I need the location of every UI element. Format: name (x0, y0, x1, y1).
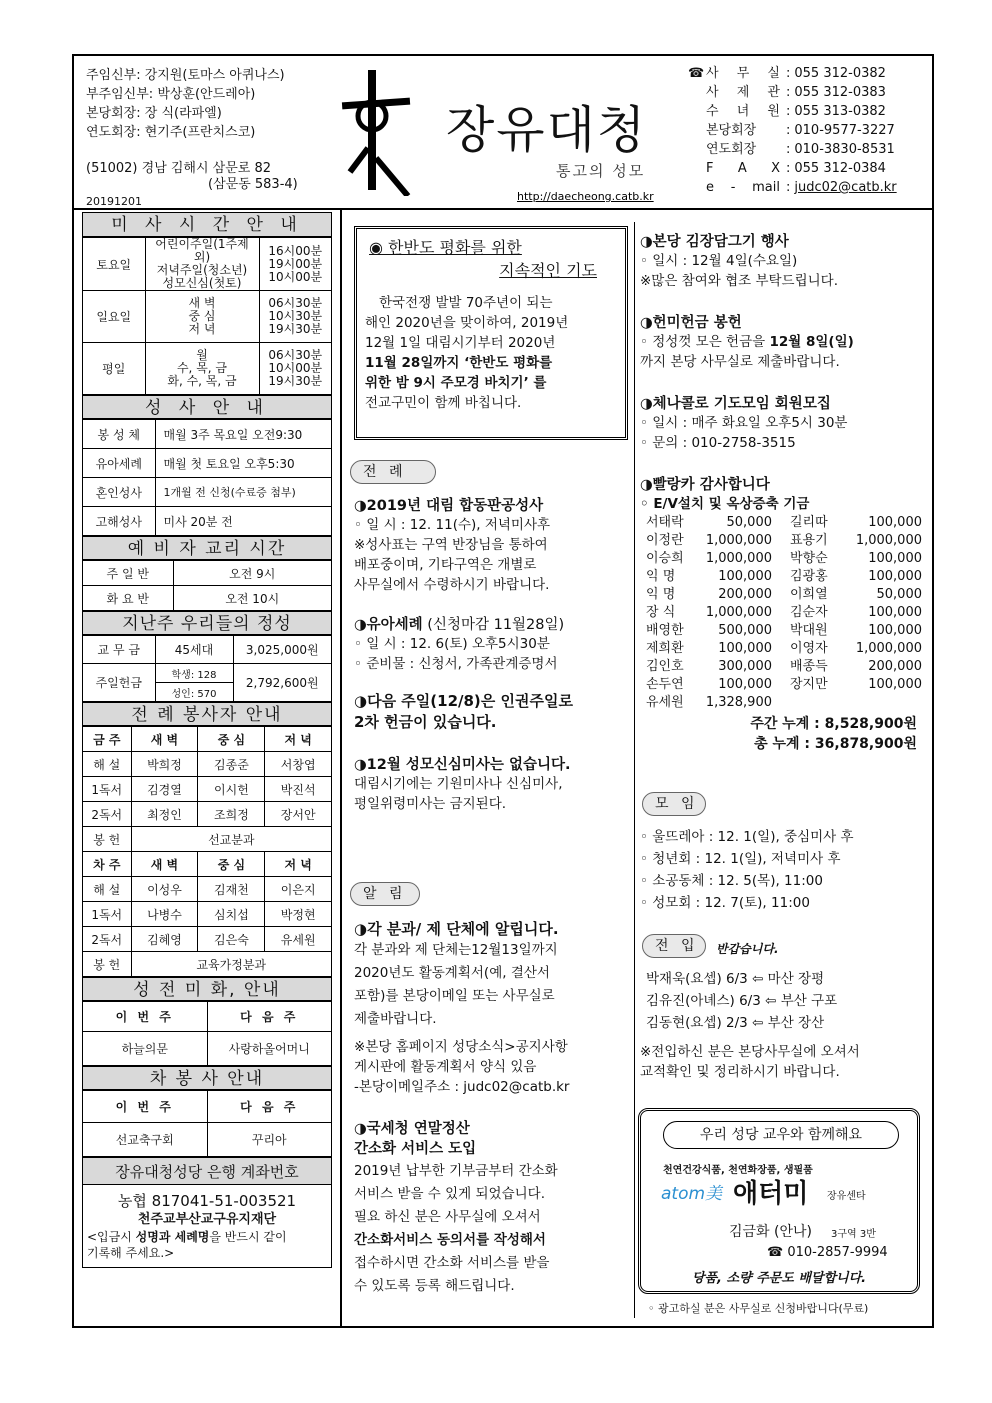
phone-icon: ☎ (688, 66, 705, 81)
thanks-title: ◑빨랑카 감사합니다 (640, 477, 770, 493)
catechism-table (83, 560, 331, 611)
contact-list (688, 64, 897, 197)
mass-names: 월 수, 목, 금 화, 수, 목, 금 (145, 343, 259, 395)
notice-item-title-2: 간소화 서비스 도입 (354, 1141, 477, 1157)
ad-center: 장유센타 (827, 1191, 866, 1202)
meetings-section: ◦ 울뜨레아 : 12. 1(일), 중심미사 후 ◦ 청년회 : 12. 1(일), 저녁미사 후 ◦ 소공동체 : 12. 5(목), 11:00 ◦ 성모회 : 12. 7(토), 11:00 (640, 829, 854, 911)
firstfruit-line: ◦ 정성껏 모은 헌금을 12월 8일(일) (640, 334, 854, 350)
catechism-row: 주 일 반 오전 9시 (83, 561, 331, 586)
left-info-column (82, 212, 332, 1268)
sacraments-table (83, 419, 331, 536)
prayer-group-title: ◑체나콜로 기도모임 회원모집 (640, 396, 831, 412)
transfer-row: 박재욱(요셉) 6/3 ⇦ 마산 장평 (646, 971, 825, 987)
mass-row-saturday (83, 238, 331, 291)
flowers-value-row: 하늘의문 사랑하올어머니 (83, 1032, 331, 1066)
contact-office: ☎ 사 무 실 : 055 312-0382 (688, 66, 886, 81)
mass-times: 06시30분 10시30분 19시30분 (259, 291, 331, 343)
address-line-1: (51002) 경남 김해시 삼문로 82 (86, 161, 272, 176)
liturgy-item-title: ◑12월 성모신심미사는 없습니다. (354, 757, 571, 773)
bank-note: <입금시 성명과 세례명을 반드시 같이 (87, 1230, 287, 1244)
weekly-total: 주간 누계 : 8,528,900원 (750, 716, 917, 732)
contact-ldo: 연도회장 : 010-3830-8531 (706, 142, 895, 157)
staff-line-4: 연도회장: 현기주(프란치스코) (86, 125, 256, 140)
bank-note-2: 기록해 주세요.> (87, 1246, 175, 1260)
mass-names: 어린이주일(1주제외) 저녁주일(청소년) 성모신심(첫토) (145, 238, 259, 291)
staff-line-1: 주임신부: 강지원(토마스 아퀴나스) (86, 68, 285, 83)
notice-pill: 알 림 (350, 882, 420, 906)
firstfruit-title: ◑헌미헌금 봉헌 (640, 315, 742, 331)
flowers-table (83, 1001, 331, 1066)
contact-fax: F A X : 055 312-0384 (706, 161, 886, 176)
server-row: 1독서 김경열 이시헌 박진석 (83, 777, 331, 802)
prayer-title-1: ◉ 한반도 평화를 위한 (369, 238, 522, 257)
transfer-pill: 전 입 (642, 934, 706, 958)
donor-row: 장 식 1,000,000 김순자 100,000 (646, 605, 922, 620)
tea-value-row: 선교축구회 꾸리아 (83, 1123, 331, 1157)
ad-box (638, 1108, 920, 1294)
arrow-left-icon: ⇦ (752, 1015, 764, 1031)
staff-line-3: 본당회장: 장 식(라파엘) (86, 106, 222, 121)
header-divider (72, 208, 934, 210)
sacrament-row: 혼인성사 1개월 전 신청(수료증 첨부) (83, 478, 331, 507)
cross-logo-icon (338, 66, 416, 196)
right-section-upper: ◑본당 김장담그기 행사 ◦ 일시 : 12월 4일(수요일) ※많은 참여와 협조 부탁드립니다. ◑헌미헌금 봉헌 ◦ 정성껏 모은 헌금을 12월 8일(일) 까지 본당 사무실로 제출바랍니다. ◑체나콜로 기도모임 회원모집 ◦ 일시 : 매주 화요일 오후5시 30분 ◦ 문의 : 010-2758-3515 ◑빨랑카 감사합니다 ◦ E/V설치 및 옥상증축 기금 서태락 50,000 길리따 100,000 이정란 1,000,000 표용기 1,000,000 이승희 1,000,000 박향순 100,000 익 명 100,000 김광홍 100,000 익 명 200,000 이희열 50,000 장 식 1,000,000 김순자 100,000 배영한 500,000 박대원 100,000 제희환 100,000 이영자 1,000,000 김인호 300,000 배종득 200,000 손두연 100,000 장지만 100,000 유세원 1,328,900 주간 누계 : 8,528,900원 총 누계 : 36,878,900원 (640, 230, 925, 754)
transfer-row: 김동현(요셉) 2/3 ⇦ 부산 장산 (646, 1015, 825, 1031)
mass-day: 평일 (83, 343, 145, 395)
tea-table (83, 1090, 331, 1157)
prayer-title-2: 지속적인 기도 (499, 261, 597, 280)
server-row: 1독서 나병수 심치섭 박정현 (83, 902, 331, 927)
liturgy-section: ◑2019년 대림 합동판공성사 ◦ 일 시 : 12. 11(수), 저녁미사후 ※성사표는 구역 반장님을 통하여 배포중이며, 기타구역은 개별로 사무실에서 수령하시기 바랍니다. ◑유아세례 (신청마감 11월28일) ◦ 일 시 : 12. 6(토) 오후5시30분 ◦ 준비물 : 신청서, 가족관계증명서 ◑다음 주일(12/8)은 인권주일로 2차 헌금이 있습니다. ◑12월 성모신심미사는 없습니다. 대림시기에는 기원미사나 신심미사, 평일위령미사는 금지된다. (354, 494, 632, 814)
grand-total: 총 누계 : 36,878,900원 (754, 736, 917, 752)
server-row: 2독서 김혜영 김은숙 유세원 (83, 927, 331, 952)
notice-item-title: ◑국세청 연말정산 (354, 1121, 470, 1137)
welcome-text: 반갑습니다. (716, 942, 779, 956)
server-row: 해 설 이성우 김재천 이은지 (83, 877, 331, 902)
donor-row: 제희환 100,000 이영자 1,000,000 (646, 641, 922, 656)
atomy-logo-icon: atom美 (661, 1184, 723, 1204)
donor-row: 익 명 100,000 김광홍 100,000 (646, 569, 922, 584)
server-offer-row: 봉 헌 선교분과 (83, 827, 331, 852)
arrow-left-icon: ⇦ (752, 971, 764, 987)
notice-item-title: ◑각 분과/ 제 단체에 알립니다. (354, 920, 559, 938)
mass-times-header: 미 사 시 간 안 내 (83, 213, 331, 237)
donor-row: 배영한 500,000 박대원 100,000 (646, 623, 922, 638)
offering-table (83, 635, 331, 702)
catechism-row: 화 요 반 오전 10시 (83, 586, 331, 611)
prayer-body: 한국전쟁 발발 70주년이 되는 해인 2020년을 맞이하여, 2019년 12월 1일 대림시기부터 2020년 11월 28일까지 ‘한반도 평화를 위한 밤 9시 주모경 바치기’ 를 전교구민이 함께 바칩니다. (365, 295, 569, 411)
tithe-row: 교 무 금 45세대 3,025,000원 (83, 636, 331, 664)
ad-footer-note: ◦ 광고하실 분은 사무실로 신청바랍니다(무료) (648, 1302, 869, 1315)
bank-holder: 천주교부산교구유지재단 (137, 1212, 277, 1227)
server-row: 해 설 박희정 김종준 서창엽 (83, 752, 331, 777)
arrow-left-icon: ⇦ (765, 993, 777, 1009)
mass-names: 새 벽 중 심 저 녁 (145, 291, 259, 343)
mass-times: 06시30분 10시00분 19시30분 (259, 343, 331, 395)
staff-list (86, 66, 285, 142)
servers-header: 전 례 봉사자 안내 (83, 702, 331, 726)
flowers-label-row: 이 번 주 다 음 주 (83, 1002, 331, 1032)
column-divider-2 (634, 222, 635, 1318)
transfer-row: 김유진(아녜스) 6/3 ⇦ 부산 구포 (646, 993, 838, 1009)
donor-row: 익 명 200,000 이희열 50,000 (646, 587, 922, 602)
donor-row: 이승희 1,000,000 박향순 100,000 (646, 551, 922, 566)
mass-row-weekday (83, 343, 331, 395)
liturgy-item-title: ◑2019년 대림 합동판공성사 (354, 498, 544, 514)
staff-line-2: 부주임신부: 박상훈(안드레아) (86, 87, 256, 102)
server-offer-row: 봉 헌 교육가정분과 (83, 952, 331, 977)
mass-times-table (83, 237, 331, 395)
ad-banner: 우리 성당 교우와 함께해요 (663, 1121, 899, 1149)
sacraments-header: 성 사 안 내 (83, 395, 331, 419)
donor-row: 이정란 1,000,000 표용기 1,000,000 (646, 533, 922, 548)
ad-phone: ☎ 010-2857-9994 (767, 1245, 888, 1260)
parish-subtitle: 통고의 성모 (556, 162, 646, 180)
donor-table (646, 514, 922, 712)
website-link[interactable]: http://daecheong.catb.kr (517, 190, 654, 203)
mass-times: 16시00분 19시00분 10시00분 (259, 238, 331, 291)
mass-row-sunday (83, 291, 331, 343)
notice-section: ◑각 분과/ 제 단체에 알립니다. 각 분과와 제 단체는12월13일까지 2020년도 활동계획서(예, 결산서 포함)를 본당이메일 또는 사무실로 제출바랍니다. ※본당 홈페이지 성당소식>공지사항 게시판에 활동계획서 양식 있음 -본당이메일주소 : judc02@catb.kr ◑국세청 연말정산 간소화 서비스 도입 2019년 납부한 기부금부터 간소화 서비스 받을 수 있게 되었습니다. 필요 하신 분은 사무실에 오셔서 간소화서비스 동의서를 작성해서 접수하시면 간소화 서비스를 받을 수 있도록 등록 해드립니다. (354, 918, 632, 1298)
liturgy-item-title-2: 2차 헌금이 있습니다. (354, 713, 497, 731)
meetings-pill: 모 임 (642, 792, 706, 816)
ad-district: 3구역 3반 (831, 1229, 876, 1240)
bank-account: 농협 817041-51-003521 (117, 1192, 297, 1210)
contact-email: e - mail : judc02@catb.kr (706, 180, 897, 195)
tea-header: 차 봉 사 안내 (83, 1066, 331, 1090)
mass-day: 일요일 (83, 291, 145, 343)
ad-brand: 애터미 (733, 1179, 809, 1209)
donor-row: 유세원 1,328,900 (646, 695, 772, 710)
flowers-header: 성 전 미 화, 안내 (83, 977, 331, 1001)
contact-president: 본당회장 : 010-9577-3227 (706, 123, 895, 138)
bank-info (83, 1185, 331, 1267)
sacrament-row: 고해성사 미사 20분 전 (83, 507, 331, 536)
issue-date: 20191201 (86, 195, 142, 208)
sacrament-row: 유아세례 매월 첫 토요일 오후5:30 (83, 449, 331, 478)
kimchi-title: ◑본당 김장담그기 행사 (640, 234, 789, 250)
ad-slogan: 당품, 소량 주문도 배달합니다. (691, 1271, 867, 1286)
server-row: 2독서 최정인 조희정 장서안 (83, 802, 331, 827)
column-divider-1 (340, 210, 342, 1326)
bank-header: 장유대청성당 은행 계좌번호 (83, 1157, 331, 1185)
sacrament-row: 봉 성 체 매월 3주 목요일 오전9:30 (83, 420, 331, 449)
liturgy-item-title: ◑유아세례 (신청마감 11월28일) (354, 617, 565, 633)
catechism-header: 예 비 자 교리 시간 (83, 536, 331, 560)
address-line-2: (삼문동 583-4) (208, 177, 298, 192)
transfer-section: 박재욱(요셉) 6/3 ⇦ 마산 장평 김유진(아녜스) 6/3 ⇦ 부산 구포 김동현(요셉) 2/3 ⇦ 부산 장산 ※전입하신 분은 본당사무실에 오셔서 교적확인 및 정리하시기 바랍니다. (646, 968, 926, 1082)
thanks-subtitle: ◦ E/V설치 및 옥상증축 기금 (640, 496, 810, 512)
liturgy-pill: 전 례 (350, 460, 436, 484)
tea-label-row: 이 번 주 다 음 주 (83, 1091, 331, 1123)
mass-day: 토요일 (83, 238, 145, 291)
contact-convent: 수 녀 원 : 055 313-0382 (706, 104, 886, 119)
donor-row: 김인호 300,000 배종득 200,000 (646, 659, 922, 674)
servers-week-header: 금 주 새 벽 중 심 저 녁 (83, 727, 331, 752)
donor-row: 서태락 50,000 길리따 100,000 (646, 515, 922, 530)
sunday-row: 주일헌금 학생: 128 2,792,600원 (83, 664, 331, 683)
parish-title: 장유대청 (446, 101, 648, 159)
servers-week-header: 차 주 새 벽 중 심 저 녁 (83, 852, 331, 877)
donor-row: 손두연 100,000 장지만 100,000 (646, 677, 922, 692)
ad-products: 천연건강식품, 천연화장품, 생필품 (663, 1165, 813, 1176)
offering-header: 지난주 우리들의 정성 (83, 611, 331, 635)
prayer-box (354, 226, 628, 440)
sunday-row-2: 성인: 570 (83, 683, 331, 702)
ad-person: 김금화 (안나) (729, 1224, 812, 1240)
servers-table-this-week (83, 726, 331, 977)
liturgy-item-title: ◑다음 주일(12/8)은 인권주일로 (354, 692, 573, 710)
contact-rectory: 사 제 관 : 055 312-0383 (706, 85, 886, 100)
